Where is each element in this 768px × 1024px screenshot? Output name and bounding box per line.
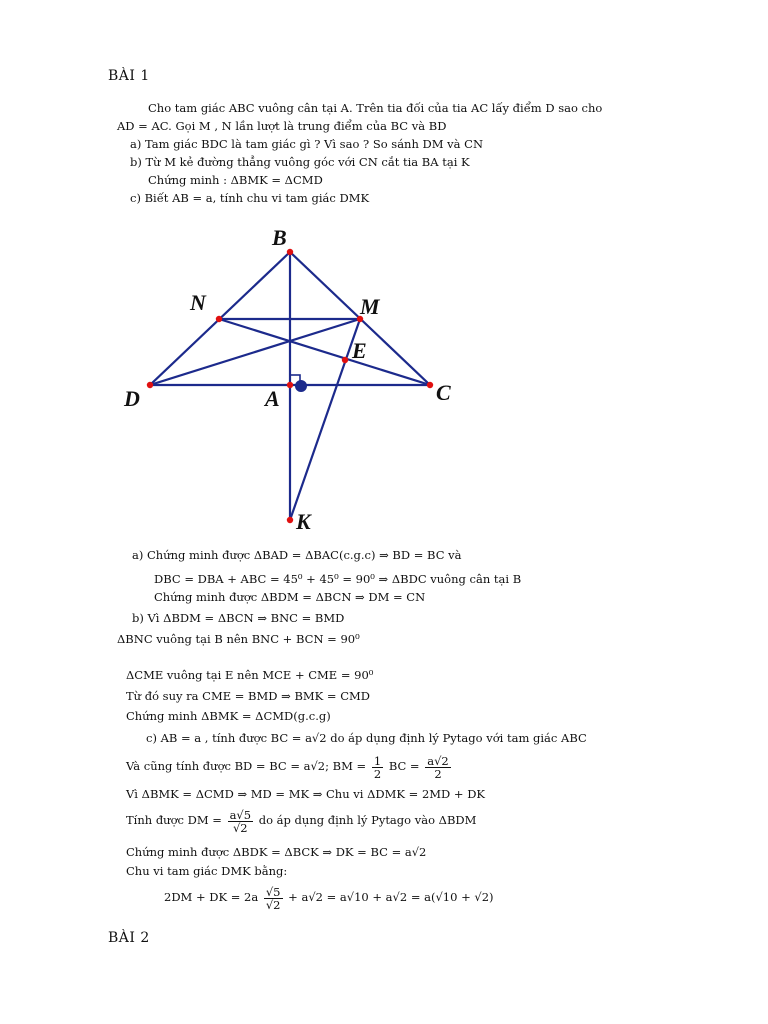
problem-part-b-proof: Chứng minh : ΔBMK = ΔCMD [148, 173, 323, 187]
fraction-denominator: 2 [434, 766, 442, 781]
fraction-sqrt5-over-sqrt2 [264, 886, 283, 911]
fraction-numerator: √5 [265, 884, 281, 899]
point-b [287, 249, 293, 255]
solution-a-line-2: DBC = DBA + ABC = 45⁰ + 45⁰ = 90⁰ ⇒ ΔBDC vuông cân tại B [154, 572, 522, 586]
fraction-dm [228, 809, 254, 834]
fraction-denominator: √2 [232, 820, 248, 835]
solution-b-line-2: ΔBNC vuông tại B nên BNC + BCN = 90⁰ [117, 632, 360, 646]
solution-a-line-1: a) Chứng minh được ΔBAD = ΔBAC(c.g.c) ⇒ BD = BC và [132, 548, 462, 562]
c4-suffix: do áp dụng định lý Pytago vào ΔBDM [258, 813, 477, 827]
fraction-numerator: 1 [373, 753, 382, 768]
problem-part-c: c) Biết AB = a, tính chu vi tam giác DMK [130, 191, 370, 205]
c7-prefix: 2DM + DK = 2a [164, 890, 259, 904]
problem-part-a: a) Tam giác BDC là tam giác gì ? Vì sao ? So sánh DM và CN [130, 137, 484, 151]
c4-prefix: Tính được DM = [126, 813, 222, 827]
label-b: B [272, 225, 287, 250]
label-d: D [124, 386, 140, 411]
heading-bai-1: BÀI 1 [108, 68, 150, 84]
fraction-denominator: √2 [265, 897, 281, 912]
point-e [342, 357, 348, 363]
problem-part-b: b) Từ M kẻ đường thẳng vuông góc với CN cắt tia BA tại K [130, 155, 470, 169]
solution-b-line-3: ΔCME vuông tại E nên MCE + CME = 90⁰ [126, 668, 374, 682]
solution-b-line-5: Chứng minh ΔBMK = ΔCMD(g.c.g) [126, 709, 331, 723]
fraction-one-half [372, 755, 383, 780]
heading-bai-2: BÀI 2 [108, 930, 150, 946]
solution-c-line-7 [164, 882, 494, 912]
problem-line-2: AD = AC. Gọi M , N lần lượt là trung điểm của BC và BD [117, 119, 447, 133]
point-n [216, 316, 222, 322]
fraction-denominator: 2 [373, 766, 382, 781]
point-a [287, 382, 293, 388]
point-c [427, 382, 433, 388]
solution-c-line-6: Chu vi tam giác DMK bằng: [126, 864, 288, 878]
label-m: M [360, 294, 380, 319]
c2-prefix: Và cũng tính được BD = BC = a√2; BM = [126, 759, 367, 773]
fraction-numerator: a√2 [427, 753, 449, 768]
problem-line-1: Cho tam giác ABC vuông cân tại A. Trên tia đối của tia AC lấy điểm D sao cho [148, 101, 603, 115]
right-angle-dot [295, 380, 307, 392]
segment-mk [290, 319, 360, 520]
c2-middle: BC = [388, 759, 420, 773]
solution-c-line-1: c) AB = a , tính được BC = a√2 do áp dụng định lý Pytago với tam giác ABC [146, 731, 587, 745]
c7-suffix: + a√2 = a√10 + a√2 = a(√10 + √2) [288, 890, 494, 904]
solution-b-line-1: b) Vì ΔBDM = ΔBCN ⇒ BNC = BMD [132, 611, 345, 625]
solution-c-line-5: Chứng minh được ΔBDK = ΔBCK ⇒ DK = BC = a√2 [126, 845, 427, 859]
solution-c-line-4 [126, 806, 476, 834]
solution-a-line-3: Chứng minh được ΔBDM = ΔBCN ⇒ DM = CN [154, 590, 426, 604]
geometry-figure [110, 222, 490, 542]
point-d [147, 382, 153, 388]
point-k [287, 517, 293, 523]
label-n: N [190, 290, 206, 315]
label-k: K [296, 509, 311, 534]
segment-md [150, 319, 360, 385]
label-a: A [265, 386, 280, 411]
fraction-a-sqrt2-over-2 [425, 755, 451, 780]
solution-c-line-3: Vì ΔBMK = ΔCMD ⇒ MD = MK ⇒ Chu vi ΔDMK = 2MD + DK [126, 787, 486, 801]
segment-nc [219, 319, 430, 385]
solution-c-line-2 [126, 752, 453, 780]
label-c: C [436, 380, 451, 405]
label-e: E [352, 338, 367, 363]
fraction-numerator: a√5 [229, 807, 252, 822]
solution-b-line-4: Từ đó suy ra CME = BMD ⇒ BMK = CMD [126, 689, 371, 703]
